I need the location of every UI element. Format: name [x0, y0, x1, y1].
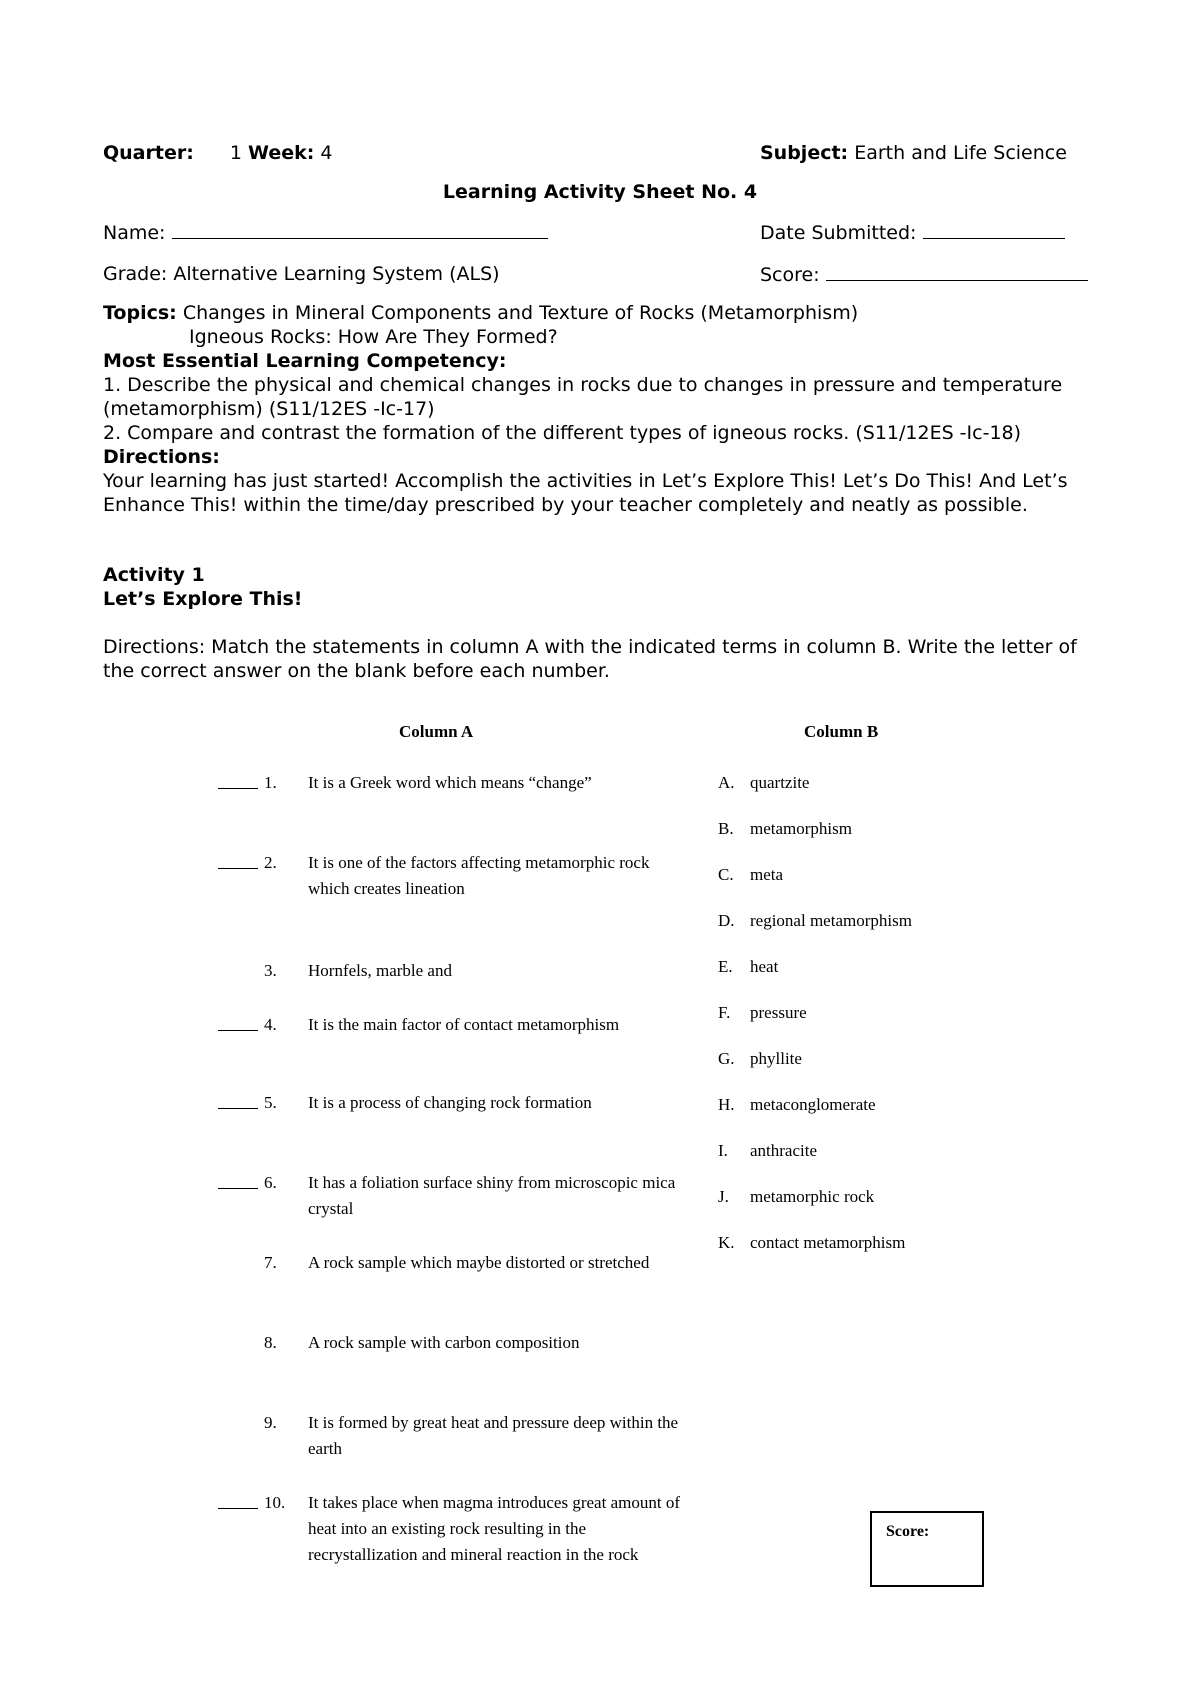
option-letter: B. — [718, 819, 734, 838]
item-number: 7. — [264, 1253, 277, 1272]
score-box-label: Score: — [886, 1523, 930, 1540]
name-label: Name: — [103, 222, 166, 244]
item-statement: A rock sample which maybe distorted or stretched — [308, 1253, 650, 1272]
option-letter: A. — [718, 773, 735, 792]
date-blank[interactable] — [923, 220, 1065, 239]
option-term: anthracite — [750, 1141, 818, 1160]
answer-blank[interactable] — [218, 1018, 258, 1031]
score-box — [870, 1511, 984, 1587]
activity-title: Activity 1 — [103, 564, 205, 586]
option-term: contact metamorphism — [750, 1233, 906, 1252]
item-statement: Hornfels, marble and — [308, 961, 452, 980]
column-b-option — [718, 1048, 1038, 1070]
item-number: 8. — [264, 1333, 277, 1352]
item-statement: It is one of the factors affecting metamorphic rock which creates lineation — [308, 853, 650, 898]
date-line — [760, 220, 1065, 245]
option-term: metaconglomerate — [750, 1095, 876, 1114]
option-letter: K. — [718, 1233, 735, 1252]
subject-label: Subject: — [760, 142, 849, 164]
option-letter: E. — [718, 957, 733, 976]
option-letter: G. — [718, 1049, 735, 1068]
option-term: metamorphic rock — [750, 1187, 875, 1206]
melc-item-2: 2. Compare and contrast the formation of the different types of igneous rocks. (S11/12ES -Ic-18) — [103, 422, 1022, 444]
column-b-option — [718, 1002, 1038, 1024]
item-number: 1. — [264, 773, 277, 792]
item-statement: A rock sample with carbon composition — [308, 1333, 580, 1352]
item-statement: It takes place when magma introduces great amount of heat into an existing rock resulting in the recrystallization and mineral reaction in the rock — [308, 1493, 680, 1564]
column-b-option — [718, 956, 1038, 978]
item-statement: It is formed by great heat and pressure deep within the earth — [308, 1413, 679, 1458]
quarter-week-line — [103, 141, 332, 165]
melc-label: Most Essential Learning Competency: — [103, 350, 507, 372]
option-term: meta — [750, 865, 784, 884]
date-label: Date Submitted: — [760, 222, 917, 244]
column-b-option — [718, 1140, 1038, 1162]
directions-label: Directions: — [103, 446, 220, 468]
melc-block — [103, 349, 1103, 517]
option-letter: F. — [718, 1003, 731, 1022]
column-b-option — [718, 910, 1038, 932]
name-blank[interactable] — [172, 220, 548, 239]
item-number: 5. — [264, 1093, 277, 1112]
answer-blank[interactable] — [218, 856, 258, 869]
column-b-option — [718, 1232, 1038, 1254]
item-statement: It is a Greek word which means “change” — [308, 773, 592, 792]
page-title: Learning Activity Sheet No. 4 — [442, 181, 758, 203]
name-line — [103, 220, 548, 245]
column-b-option — [718, 864, 1038, 886]
item-number: 4. — [264, 1015, 277, 1034]
score-label: Score: — [760, 264, 820, 286]
column-a-heading: Column A — [399, 722, 474, 741]
directions-text: Your learning has just started! Accomplish the activities in Let’s Explore This! Let’s Do This! And Let’s Enhance This! within the time/day prescribed by your teacher completely and neatly as possible. — [103, 470, 1068, 516]
option-letter: D. — [718, 911, 735, 930]
option-letter: H. — [718, 1095, 735, 1114]
option-term: quartzite — [750, 773, 810, 792]
subject-value: Earth and Life Science — [854, 142, 1067, 164]
item-number: 2. — [264, 853, 277, 872]
item-number: 10. — [264, 1493, 286, 1512]
topics-block — [103, 301, 1103, 349]
option-term: regional metamorphism — [750, 911, 912, 930]
option-term: heat — [750, 957, 779, 976]
topics-line2: Igneous Rocks: How Are They Formed? — [189, 326, 558, 348]
topics-line1: Changes in Mineral Components and Texture of Rocks (Metamorphism) — [182, 302, 859, 324]
subject-line — [760, 141, 1067, 165]
topics-label: Topics: — [103, 302, 177, 324]
item-number: 3. — [264, 961, 277, 980]
column-b-option — [718, 818, 1038, 840]
activity-subtitle: Let’s Explore This! — [103, 588, 303, 610]
item-statement: It is the main factor of contact metamorphism — [308, 1015, 620, 1034]
answer-blank[interactable] — [218, 1096, 258, 1109]
item-number: 9. — [264, 1413, 277, 1432]
score-line — [760, 262, 1088, 287]
activity-directions: Directions: Match the statements in column A with the indicated terms in column B. Write the letter of the correct answer on the blank before each number. — [103, 636, 1077, 682]
column-b-option — [718, 1094, 1038, 1116]
score-blank[interactable] — [826, 262, 1088, 281]
column-b-heading: Column B — [804, 722, 879, 741]
quarter-value: 1 — [229, 142, 242, 164]
item-statement: It is a process of changing rock formation — [308, 1093, 592, 1112]
option-letter: C. — [718, 865, 734, 884]
answer-blank[interactable] — [218, 1496, 258, 1509]
week-label: Week: — [248, 142, 315, 164]
melc-item-1: 1. Describe the physical and chemical changes in rocks due to changes in pressure and temperature (metamorphism) (S11/12ES -Ic-17) — [103, 374, 1063, 420]
option-term: phyllite — [750, 1049, 802, 1068]
column-b-option — [718, 772, 1038, 794]
option-term: pressure — [750, 1003, 807, 1022]
grade-label: Grade: — [103, 263, 168, 285]
answer-blank[interactable] — [218, 1176, 258, 1189]
answer-blank[interactable] — [218, 776, 258, 789]
option-term: metamorphism — [750, 819, 852, 838]
item-statement: It has a foliation surface shiny from microscopic mica crystal — [308, 1173, 676, 1218]
item-number: 6. — [264, 1173, 277, 1192]
option-letter: J. — [718, 1187, 729, 1206]
option-letter: I. — [718, 1141, 728, 1160]
quarter-label: Quarter: — [103, 142, 194, 164]
grade-line — [103, 262, 500, 286]
week-value: 4 — [320, 142, 333, 164]
column-b-option — [718, 1186, 1038, 1208]
grade-value: Alternative Learning System (ALS) — [173, 263, 500, 285]
